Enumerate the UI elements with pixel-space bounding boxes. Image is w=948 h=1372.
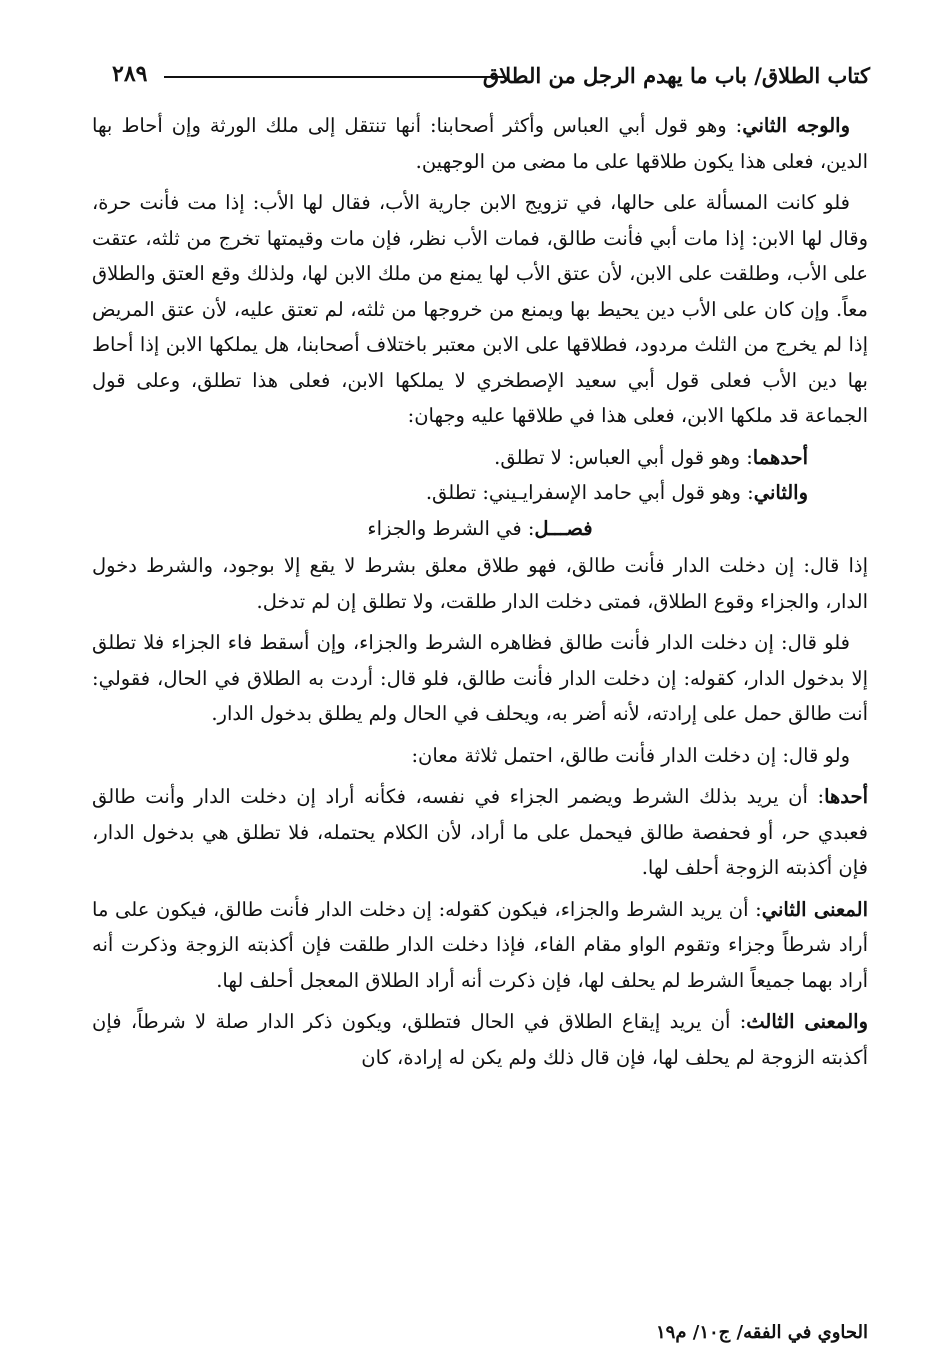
paragraph-text: : أن يريد بذلك الشرط ويضمر الجزاء في نفسه، فكأنه أراد إن دخلت الدار وأنت طالق فعبدي حر، أو فحفصة طالق فيحمل على ما أراد، لأن الكلام يحتمله، فلا تطلق هي بدخول الدار، فإن أكذبته الزوجة أحلف لها. [92, 785, 868, 879]
running-header [112, 60, 870, 94]
paragraph-lead: والثاني [753, 481, 808, 504]
header-rule [164, 76, 504, 78]
paragraph [92, 185, 868, 434]
paragraph [92, 548, 868, 619]
paragraph [92, 440, 868, 476]
paragraph-text: : أن يريد إيقاع الطلاق في الحال فتطلق، ويكون ذكر الدار صلة لا شرطاً، فإن أكذبته الزوجة لم يحلف لها، فإن قال ذلك ولم يكن له إرادة، كان [92, 1010, 868, 1069]
paragraph-text: : في الشرط والجزاء [367, 516, 535, 540]
paragraph-text: ولو قال: إن دخلت الدار فأنت طالق، احتمل ثلاثة معان: [411, 743, 850, 767]
page-number: ٢٨٩ [112, 61, 148, 87]
paragraph [92, 1004, 868, 1075]
paragraph-text: : أن يريد الشرط والجزاء، فيكون كقوله: إن دخلت الدار فأنت طالق، فيكون على ما أراد شرطاً وجزاء وتقوم الواو مقام الفاء، فإذا دخلت الدار طلقت فإن أكذبته الزوجة وذكرت أنه أراد بهما جميعاً الشرط لم يحلف لها، فإن ذكرت أنه أراد الطلاق المعجل أحلف لها. [92, 897, 868, 992]
paragraph-lead: أحدهما [752, 445, 808, 469]
chapter-title: كتاب الطلاق/ باب ما يهدم الرجل من الطلاق [482, 63, 870, 88]
paragraph-text: : وهو قول أبي العباس: لا تطلق. [494, 445, 753, 469]
paragraph [92, 108, 868, 179]
paragraph-lead: والوجه الثاني [742, 114, 850, 137]
paragraph [92, 738, 868, 774]
paragraph [92, 892, 868, 999]
paragraph [92, 511, 868, 547]
paragraph-lead: أحدها [824, 785, 868, 808]
paragraph [92, 779, 868, 886]
paragraph-text: فلو كانت المسألة على حالها، في تزويج الابن جارية الأب، فقال لها الأب: إذا مت فأنت حرة، وقال لها الابن: إذا مات أبي فأنت طالق، فمات الأب نظر، فإن مات وقيمتها تخرج من ثلثه، عتقت على الأب، وطلقت على الابن، لأن عتق الأب لها يمنع من ملك الابن لها، ولذلك وقع العتق والطلاق معاً. وإن كان على الأب دين يحيط بها ويمنع من خروجها من ثلثه، لم تعتق عليه، لأن عتق المريض إذا لم يخرج من الثلث مردود، فطلاقها على الابن معتبر باختلاف أصحابنا، هل يملكها الابن إذا أحاط بها دين الأب فعلى قول أبي سعيد الإصطخري لا يملكها الابن، فعلى هذا تطلق، وعلى قول الجماعة قد ملكها الابن، فعلى هذا في طلاقها عليه وجهان: [92, 191, 868, 427]
footer-signature: الحاوي في الفقه/ ج١٠/ م١٩ [655, 1322, 868, 1343]
paragraph-text: فلو قال: إن دخلت الدار فأنت طالق فظاهره الشرط والجزاء، وإن أسقط فاء الجزاء فلا تطلق إلا بدخول الدار، كقوله: إن دخلت الدار فأنت طالق، فلو قال: أردت به الطلاق في الحال، فقولي: أنت طالق حمل على إرادته، لأنه أضر به، ويحلف في الحال ولم يطلق بدخول الدار. [92, 631, 868, 725]
paragraph-text: : وهو قول أبي العباس وأكثر أصحابنا: أنها تنتقل إلى ملك الورثة وإن أحاط بها الدين، فعلى هذا يكون طلاقها على ما مضى من الوجهين. [92, 114, 868, 173]
paragraph-lead: والمعنى الثالث [746, 1010, 868, 1033]
paragraph [92, 625, 868, 732]
paragraph-text: : وهو قول أبي حامد الإسفرايـيني: تطلق. [425, 481, 754, 504]
body-text [92, 108, 868, 1081]
paragraph-lead: فصـــل [534, 516, 593, 540]
paragraph-text: إذا قال: إن دخلت الدار فأنت طالق، فهو طلاق معلق بشرط لا يقع إلا بوجود، والشرط دخول الدار، والجزاء وقوع الطلاق، فمتى دخلت الدار طلقت، ولا تطلق إن لم تدخل. [92, 554, 868, 613]
paragraph-lead: المعنى الثاني [761, 897, 868, 921]
paragraph [92, 475, 868, 511]
